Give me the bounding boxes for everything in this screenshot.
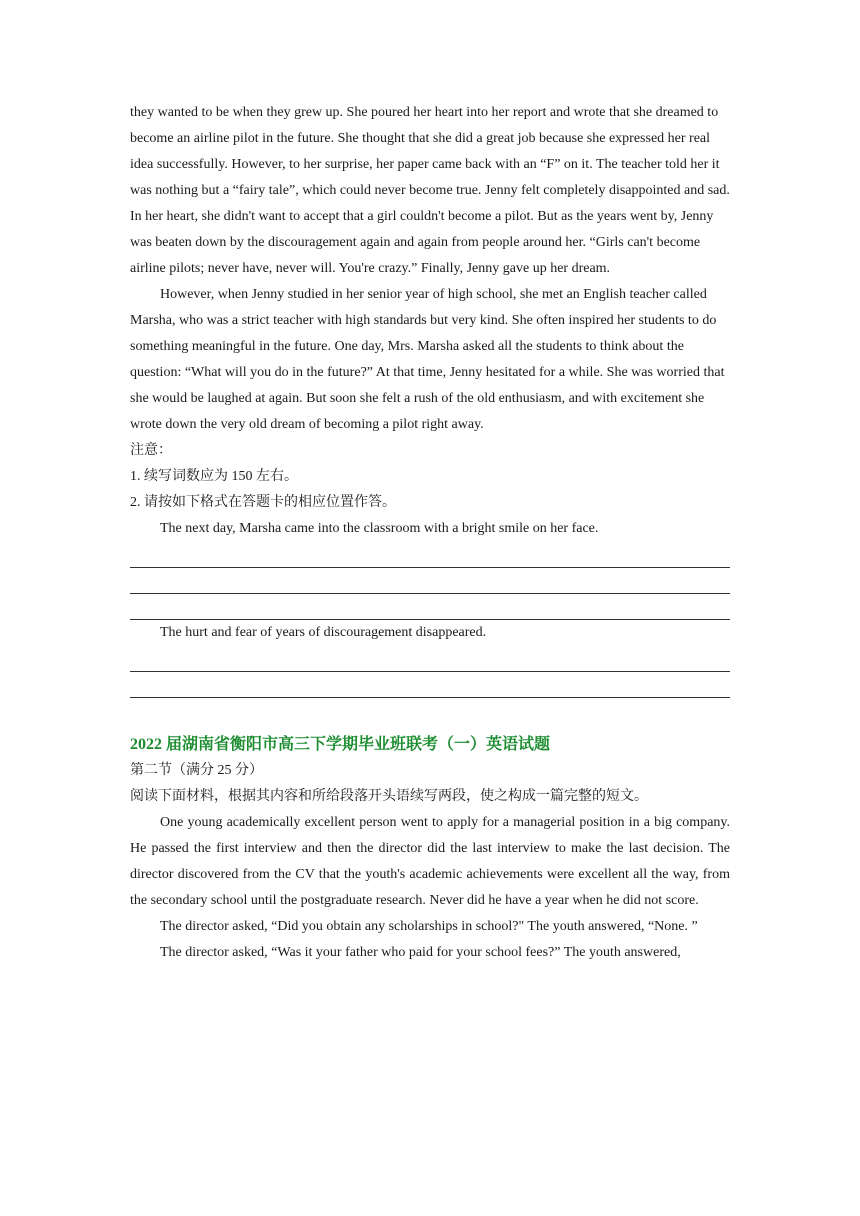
story-paragraph-3: One young academically excellent person went to apply for a managerial position in a big company. He passed the first interview and then the director did the last interview to make the last decision. The director discovered from the CV that the youth's academic achievements were excellent all the way, from the secondary school until the postgraduate research. Never did he have a year when he did not score.: [130, 815, 730, 908]
continuation-prompt-2: The hurt and fear of years of discouragement disappeared.: [160, 625, 487, 640]
story-paragraph-4: The director asked, “Did you obtain any scholarships in school?" The youth answered, “None. ”: [160, 919, 698, 934]
answer-line: [130, 594, 730, 620]
note-item-1: 1. 续写词数应为 150 左右。: [130, 469, 298, 484]
section-subtitle: 第二节（满分 25 分）: [130, 763, 263, 778]
section-instruction: 阅读下面材料，根据其内容和所给段落开头语续写两段，使之构成一篇完整的短文。: [130, 789, 648, 804]
answer-line: [130, 672, 730, 698]
story-paragraph-1: they wanted to be when they grew up. She poured her heart into her report and wrote that she dreamed to become an airline pilot in the future. She thought that she did a great job because she expressed her real idea successfully. However, to her surprise, her paper came back with an “F” on it. The teacher told her it was nothing but a “fairy tale”, which could never become true. Jenny felt completely disappointed and sad. In her heart, she didn't want to accept that a girl couldn't become a pilot. But as the years went by, Jenny was beaten down by the discouragement again and again from people around her. “Girls can't become airline pilots; never have, never will. You're crazy.” Finally, Jenny gave up her dream.: [130, 105, 730, 276]
answer-line: [130, 542, 730, 568]
answer-line: [130, 646, 730, 672]
document-page: [130, 100, 730, 966]
note-item-2: 2. 请按如下格式在答题卡的相应位置作答。: [130, 495, 396, 510]
story-paragraph-2: However, when Jenny studied in her senior year of high school, she met an English teacher called Marsha, who was a strict teacher with high standards but very kind. She often inspired her students to do something meaningful in the future. One day, Mrs. Marsha asked all the students to think about the question: “What will you do in the future?” At that time, Jenny hesitated for a while. She was worried that she would be laughed at again. But soon she felt a rush of the old enthusiasm, and with excitement she wrote down the very old dream of becoming a pilot right away.: [130, 287, 725, 432]
notes-label: 注意：: [130, 443, 172, 458]
exam-title: 2022 届湖南省衡阳市高三下学期毕业班联考（一）英语试题: [130, 736, 551, 753]
continuation-prompt-1: The next day, Marsha came into the classroom with a bright smile on her face.: [160, 521, 599, 536]
story-paragraph-5: The director asked, “Was it your father who paid for your school fees?” The youth answered,: [160, 945, 681, 960]
answer-line: [130, 568, 730, 594]
